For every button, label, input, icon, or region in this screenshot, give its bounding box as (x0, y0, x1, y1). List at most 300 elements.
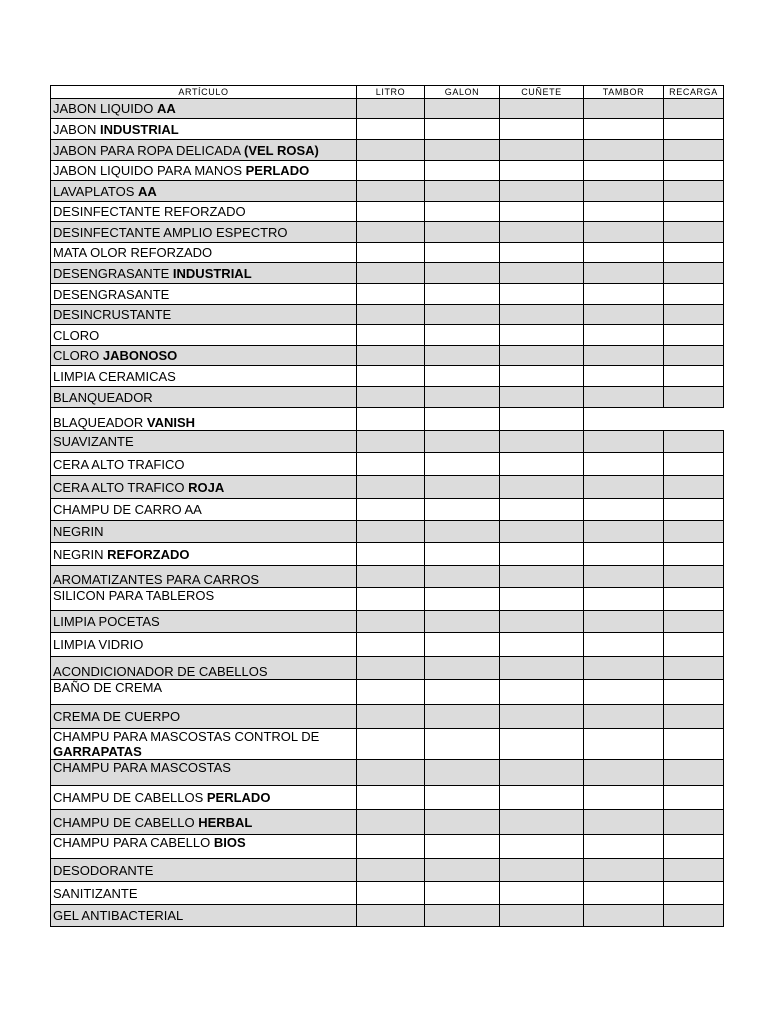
article-bold-text: REFORZADO (107, 546, 190, 562)
article-name (51, 729, 357, 760)
article-bold-text: (VEL ROSA) (243, 142, 319, 158)
cell-galon (425, 181, 500, 202)
cell-galon (425, 760, 500, 786)
cell-litro (357, 521, 425, 543)
table-row (51, 566, 724, 588)
cell-tambor (584, 882, 664, 905)
cell-litro (357, 99, 425, 119)
cell-recarga (664, 657, 724, 680)
cell-tambor (584, 284, 664, 305)
cell-cunete (500, 859, 584, 882)
article-name (51, 346, 357, 366)
article-bold-text: BIOS (213, 835, 246, 850)
table-row (51, 476, 724, 499)
cell-tambor (584, 760, 664, 786)
cell-litro (357, 729, 425, 760)
article-text: JABON LIQUIDO PARA MANOS (53, 163, 246, 178)
cell-tambor (584, 810, 664, 835)
cell-galon (425, 905, 500, 927)
article-name (51, 476, 357, 499)
cell-litro (357, 588, 425, 611)
cell-cunete (500, 325, 584, 346)
article-name (51, 243, 357, 263)
cell-cunete (500, 284, 584, 305)
cell-litro (357, 222, 425, 243)
cell-galon (425, 810, 500, 835)
cell-galon (425, 140, 500, 161)
table-row (51, 181, 724, 202)
cell-litro (357, 325, 425, 346)
cell-recarga (664, 243, 724, 263)
article-name (51, 99, 357, 119)
cell-galon (425, 657, 500, 680)
cell-recarga (664, 140, 724, 161)
cell-recarga (664, 760, 724, 786)
cell-galon (425, 284, 500, 305)
cell-litro (357, 680, 425, 705)
cell-litro (357, 611, 425, 633)
article-text: CERA ALTO TRAFICO (53, 479, 189, 495)
table-row (51, 408, 724, 431)
table-row (51, 680, 724, 705)
table-row (51, 431, 724, 453)
cell-tambor (584, 202, 664, 222)
cell-galon (425, 705, 500, 729)
article-name (51, 760, 357, 786)
cell-recarga (664, 499, 724, 521)
article-bold-text: ROJA (188, 479, 225, 495)
article-text: NEGRIN (53, 524, 104, 539)
cell-litro (357, 566, 425, 588)
table-row (51, 905, 724, 927)
cell-cunete (500, 729, 584, 760)
article-name (51, 588, 357, 611)
table-row (51, 366, 724, 387)
cell-litro (357, 859, 425, 882)
cell-tambor (584, 521, 664, 543)
cell-recarga (664, 431, 724, 453)
product-table (50, 85, 724, 927)
cell-recarga (664, 588, 724, 611)
cell-litro (357, 543, 425, 566)
article-text: BLAQUEADOR (53, 415, 147, 430)
article-name (51, 705, 357, 729)
article-text: AROMATIZANTES PARA CARROS (53, 572, 260, 587)
product-rows (51, 99, 724, 927)
cell-galon (425, 835, 500, 859)
cell-cunete (500, 263, 584, 284)
article-name (51, 453, 357, 476)
cell-galon (425, 387, 500, 408)
cell-recarga (664, 263, 724, 284)
cell-cunete (500, 181, 584, 202)
table-row (51, 760, 724, 786)
cell-tambor (584, 786, 664, 810)
cell-recarga (664, 161, 724, 181)
cell-litro (357, 633, 425, 657)
table-row (51, 453, 724, 476)
cell-cunete (500, 453, 584, 476)
cell-litro (357, 657, 425, 680)
cell-recarga (664, 905, 724, 927)
cell-galon (425, 99, 500, 119)
article-bold-text: PERLADO (245, 163, 310, 178)
cell-litro (357, 366, 425, 387)
cell-cunete (500, 243, 584, 263)
article-bold-text: VANISH (146, 415, 196, 430)
header-litro: LITRO (357, 86, 425, 99)
cell-recarga (664, 387, 724, 408)
table-row (51, 611, 724, 633)
article-name (51, 202, 357, 222)
article-name (51, 140, 357, 161)
article-name (51, 810, 357, 835)
cell-galon (425, 476, 500, 499)
article-name (51, 263, 357, 284)
cell-tambor (584, 431, 664, 453)
cell-cunete (500, 588, 584, 611)
cell-tambor (584, 476, 664, 499)
cell-recarga (664, 729, 724, 760)
article-bold-text: GARRAPATAS (53, 744, 142, 759)
article-name (51, 119, 357, 140)
header-recarga: RECARGA (664, 86, 724, 99)
table-row (51, 588, 724, 611)
article-name (51, 408, 357, 431)
cell-galon (425, 633, 500, 657)
article-text: NEGRIN (53, 546, 108, 562)
cell-litro (357, 161, 425, 181)
article-name (51, 222, 357, 243)
article-name (51, 284, 357, 305)
cell-cunete (500, 431, 584, 453)
cell-cunete (500, 119, 584, 140)
cell-galon (425, 305, 500, 325)
cell-galon (425, 543, 500, 566)
article-text: CHAMPU PARA CABELLO (53, 835, 214, 850)
cell-tambor (584, 905, 664, 927)
cell-tambor (584, 543, 664, 566)
article-text: CHAMPU PARA MASCOSTAS CONTROL DE (53, 729, 320, 744)
cell-tambor (584, 657, 664, 680)
cell-litro (357, 905, 425, 927)
cell-tambor (584, 140, 664, 161)
cell-galon (425, 243, 500, 263)
header-tambor: TAMBOR (584, 86, 664, 99)
cell-recarga (664, 835, 724, 859)
table-row (51, 786, 724, 810)
table-row (51, 99, 724, 119)
cell-galon (425, 521, 500, 543)
cell-galon (425, 325, 500, 346)
cell-tambor (584, 835, 664, 859)
cell-cunete (500, 657, 584, 680)
cell-recarga (664, 453, 724, 476)
article-text: CERA ALTO TRAFICO (53, 456, 185, 472)
cell-cunete (500, 222, 584, 243)
article-text: JABON PARA ROPA DELICADA (53, 142, 244, 158)
article-text: LIMPIA CERAMICAS (53, 368, 176, 384)
article-text: CLORO (53, 327, 100, 343)
cell-recarga (664, 476, 724, 499)
cell-tambor (584, 366, 664, 387)
cell-galon (425, 119, 500, 140)
cell-tambor (584, 566, 664, 588)
article-text: DESODORANTE (53, 862, 154, 878)
cell-cunete (500, 161, 584, 181)
cell-recarga (664, 611, 724, 633)
cell-litro (357, 181, 425, 202)
article-text: LIMPIA POCETAS (53, 614, 160, 629)
cell-litro (357, 705, 425, 729)
cell-tambor (584, 705, 664, 729)
cell-recarga (664, 680, 724, 705)
cell-cunete (500, 202, 584, 222)
header-articulo: ARTÍCULO (51, 86, 357, 99)
cell-litro (357, 305, 425, 325)
cell-litro (357, 760, 425, 786)
article-bold-text: HERBAL (198, 814, 253, 830)
article-text: BAÑO DE CREMA (53, 680, 163, 695)
article-name (51, 633, 357, 657)
article-name (51, 786, 357, 810)
article-name (51, 325, 357, 346)
article-text: DESENGRASANTE (53, 265, 173, 281)
article-name (51, 859, 357, 882)
cell-galon (425, 566, 500, 588)
cell-galon (425, 882, 500, 905)
article-text: CHAMPU PARA MASCOSTAS (53, 760, 231, 775)
cell-tambor (584, 119, 664, 140)
cell-recarga (664, 566, 724, 588)
cell-galon (425, 202, 500, 222)
cell-recarga (664, 810, 724, 835)
article-bold-text: AA (157, 101, 176, 116)
article-text: LAVAPLATOS (53, 183, 139, 199)
cell-litro (357, 140, 425, 161)
cell-recarga (664, 786, 724, 810)
cell-cunete (500, 786, 584, 810)
cell-tambor (584, 680, 664, 705)
cell-tambor (584, 161, 664, 181)
article-text: ACONDICIONADOR DE CABELLOS (53, 664, 268, 679)
cell-recarga (664, 705, 724, 729)
cell-recarga (664, 119, 724, 140)
cell-recarga (664, 202, 724, 222)
table-row (51, 521, 724, 543)
cell-tambor (584, 325, 664, 346)
article-name (51, 387, 357, 408)
cell-cunete (500, 633, 584, 657)
article-name (51, 161, 357, 181)
article-name (51, 305, 357, 325)
cell-litro (357, 786, 425, 810)
cell-litro (357, 408, 425, 431)
cell-recarga (664, 366, 724, 387)
cell-litro (357, 431, 425, 453)
cell-galon (425, 346, 500, 366)
cell-tambor (584, 222, 664, 243)
table-row (51, 633, 724, 657)
cell-recarga (664, 543, 724, 566)
cell-litro (357, 119, 425, 140)
article-bold-text: AA (138, 183, 157, 199)
cell-galon (425, 453, 500, 476)
article-name (51, 431, 357, 453)
cell-cunete (500, 346, 584, 366)
article-text: CLORO (53, 348, 103, 363)
table-row (51, 284, 724, 305)
article-text: SILICON PARA TABLEROS (53, 588, 215, 603)
cell-recarga (664, 633, 724, 657)
cell-litro (357, 284, 425, 305)
cell-litro (357, 202, 425, 222)
article-name (51, 835, 357, 859)
cell-recarga (664, 521, 724, 543)
cell-recarga (664, 181, 724, 202)
cell-cunete (500, 611, 584, 633)
header-galon: GALON (425, 86, 500, 99)
cell-litro (357, 387, 425, 408)
table-row (51, 729, 724, 760)
table-row (51, 859, 724, 882)
cell-cunete (500, 882, 584, 905)
cell-cunete (500, 760, 584, 786)
cell-recarga (664, 325, 724, 346)
article-text: JABON LIQUIDO (53, 101, 158, 116)
cell-tambor (584, 346, 664, 366)
cell-litro (357, 346, 425, 366)
cell-galon (425, 431, 500, 453)
cell-litro (357, 835, 425, 859)
table-row (51, 705, 724, 729)
table-row (51, 161, 724, 181)
cell-litro (357, 263, 425, 284)
cell-cunete (500, 680, 584, 705)
cell-cunete (500, 499, 584, 521)
cell-galon (425, 611, 500, 633)
article-name (51, 543, 357, 566)
cell-galon (425, 499, 500, 521)
article-name (51, 657, 357, 680)
article-text: LIMPIA VIDRIO (53, 637, 144, 652)
cell-recarga (664, 222, 724, 243)
article-bold-text: INDUSTRIAL (99, 121, 179, 137)
cell-tambor (584, 453, 664, 476)
cell-cunete (500, 905, 584, 927)
article-name (51, 680, 357, 705)
cell-tambor (584, 181, 664, 202)
article-name (51, 905, 357, 927)
table-row (51, 810, 724, 835)
cell-cunete (500, 521, 584, 543)
article-text: DESENGRASANTE (53, 286, 170, 302)
cell-galon (425, 729, 500, 760)
table-row (51, 543, 724, 566)
article-text: SANITIZANTE (53, 885, 138, 901)
article-name (51, 566, 357, 588)
cell-tambor (584, 859, 664, 882)
table-row (51, 263, 724, 284)
table-row (51, 835, 724, 859)
article-name (51, 882, 357, 905)
table-row (51, 119, 724, 140)
table-row (51, 243, 724, 263)
table-row (51, 499, 724, 521)
cell-galon (425, 161, 500, 181)
cell-tambor (584, 387, 664, 408)
cell-litro (357, 453, 425, 476)
cell-recarga (664, 99, 724, 119)
table-row (51, 325, 724, 346)
table-row (51, 882, 724, 905)
cell-tambor (584, 499, 664, 521)
article-text: CREMA DE CUERPO (53, 709, 181, 724)
cell-cunete (500, 387, 584, 408)
cell-galon (425, 408, 500, 431)
cell-galon (425, 588, 500, 611)
cell-galon (425, 222, 500, 243)
cell-tambor (584, 588, 664, 611)
cell-cunete (500, 99, 584, 119)
article-name (51, 521, 357, 543)
table-row (51, 387, 724, 408)
cell-galon (425, 859, 500, 882)
cell-tambor (584, 243, 664, 263)
article-name (51, 611, 357, 633)
cell-tambor (584, 305, 664, 325)
cell-cunete (500, 366, 584, 387)
cell-galon (425, 366, 500, 387)
article-text: SUAVIZANTE (53, 434, 134, 449)
cell-cunete (500, 566, 584, 588)
cell-recarga (664, 346, 724, 366)
header-cunete: CUÑETE (500, 86, 584, 99)
table-row (51, 346, 724, 366)
cell-galon (425, 263, 500, 284)
article-name (51, 499, 357, 521)
article-text: DESINCRUSTANTE (53, 307, 172, 322)
cell-cunete (500, 408, 584, 431)
article-text: CHAMPU DE CABELLO (53, 814, 199, 830)
article-text: CHAMPU DE CARRO AA (53, 502, 202, 517)
cell-galon (425, 786, 500, 810)
article-text: MATA OLOR REFORZADO (53, 245, 213, 260)
article-text: CHAMPU DE CABELLOS (53, 790, 207, 805)
cell-cunete (500, 835, 584, 859)
cell-recarga (664, 882, 724, 905)
table-row (51, 305, 724, 325)
cell-litro (357, 882, 425, 905)
cell-cunete (500, 476, 584, 499)
cell-recarga (664, 859, 724, 882)
cell-cunete (500, 305, 584, 325)
table-row (51, 222, 724, 243)
cell-tambor (584, 611, 664, 633)
cell-cunete (500, 140, 584, 161)
article-bold-text: INDUSTRIAL (172, 265, 252, 281)
cell-tambor (584, 633, 664, 657)
article-name (51, 366, 357, 387)
cell-tambor (584, 729, 664, 760)
article-text: JABON (53, 121, 100, 137)
cell-cunete (500, 705, 584, 729)
table-row (51, 657, 724, 680)
cell-recarga (664, 284, 724, 305)
table-row (51, 140, 724, 161)
cell-tambor (584, 263, 664, 284)
cell-litro (357, 499, 425, 521)
